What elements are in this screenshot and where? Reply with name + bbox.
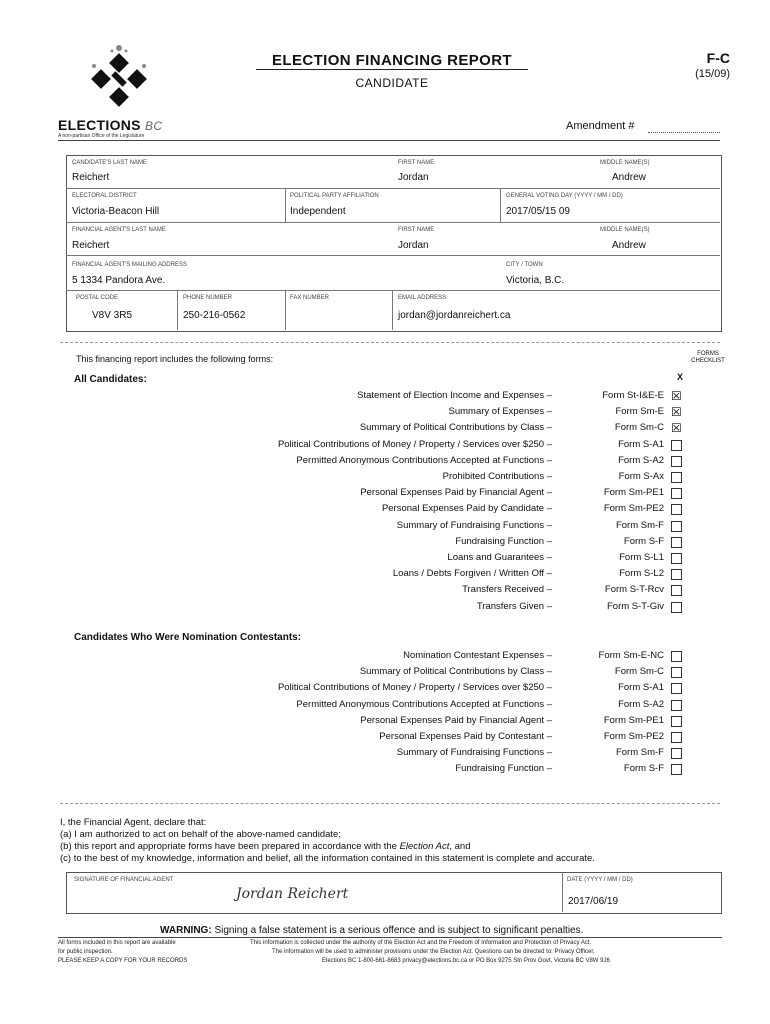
form-checkbox[interactable]: ☒: [671, 421, 682, 436]
form-checkbox[interactable]: [671, 716, 682, 727]
amendment-label: Amendment #: [566, 120, 635, 132]
form-row: [60, 455, 720, 468]
form-checkbox[interactable]: [671, 488, 682, 499]
report-subtitle: CANDIDATE: [355, 76, 429, 90]
agent-first-name-label: FIRST NAME: [398, 227, 435, 233]
grid-line: [66, 290, 720, 291]
grid-line: [66, 255, 720, 256]
form-checkbox[interactable]: [671, 440, 682, 451]
footer-left-3: PLEASE KEEP A COPY FOR YOUR RECORDS: [58, 958, 188, 964]
email[interactable]: jordan@jordanreichert.ca: [398, 310, 511, 321]
footer-divider: [58, 937, 722, 938]
declaration-c: (c) to the best of my knowledge, information and belief, all the information contained in this statement is complete and accurate.: [60, 853, 595, 864]
form-code: Form S-Ax: [618, 471, 664, 482]
form-row: [60, 390, 720, 403]
form-code: Form S-F: [623, 763, 664, 775]
form-code: Form Sm-F: [615, 519, 664, 531]
form-checkbox[interactable]: [671, 585, 682, 596]
form-code: Form S-F: [623, 535, 664, 547]
form-row: [60, 650, 720, 663]
form-code: Form St-I&E-E: [602, 390, 664, 401]
party-label: POLITICAL PARTY AFFILIATION: [290, 193, 379, 199]
form-code: Form Sm-PE2: [603, 731, 664, 742]
declaration-a: (a) I am authorized to act on behalf of the above-named candidate;: [60, 829, 341, 840]
warning: [160, 925, 583, 936]
checklist-x: X: [676, 372, 683, 382]
form-code: Form Sm-C: [614, 666, 664, 678]
form-checkbox[interactable]: [671, 537, 682, 548]
form-checkbox[interactable]: [671, 732, 682, 743]
form-row: [60, 439, 720, 452]
org-tagline: A non-partisan Office of the Legislature: [58, 133, 145, 139]
form-row: [60, 552, 720, 565]
form-code: F-C: [706, 50, 730, 66]
agent-address-label: FINANCIAL AGENT'S MAILING ADDRESS: [72, 262, 187, 268]
declaration-intro: I, the Financial Agent, declare that:: [60, 817, 207, 828]
postal-code[interactable]: V8V 3R5: [92, 310, 133, 321]
form-row: [60, 601, 720, 614]
form-code: Form Sm-PE2: [603, 503, 664, 515]
form-row: [60, 584, 720, 597]
report-title: ELECTION FINANCING REPORT: [256, 52, 528, 70]
form-description: Summary of Fundraising Functions –: [396, 747, 552, 759]
agent-middle-name[interactable]: Andrew: [612, 240, 646, 251]
form-description: Transfers Given –: [476, 600, 552, 612]
form-description: Personal Expenses Paid by Financial Agent –: [360, 714, 552, 726]
candidate-first-name-label: FIRST NAME: [398, 160, 435, 166]
date-label: DATE (YYYY / MM / DD): [567, 877, 633, 883]
forms-intro: This financing report includes the following forms:: [76, 354, 274, 364]
candidate-middle-name-label: MIDDLE NAME(S): [600, 160, 650, 166]
form-code: Form Sm-C: [614, 422, 664, 434]
agent-signature[interactable]: Jordan Reichert: [236, 886, 349, 902]
form-checkbox[interactable]: [671, 748, 682, 759]
form-description: Loans / Debts Forgiven / Written Off –: [392, 568, 552, 580]
form-row: [60, 568, 720, 581]
form-description: Summary of Fundraising Functions –: [396, 519, 552, 531]
phone-label: PHONE NUMBER: [183, 295, 233, 301]
grid-line: [285, 188, 286, 222]
grid-line: [177, 290, 178, 330]
form-description: Permitted Anonymous Contributions Accepted at Functions –: [296, 698, 552, 710]
candidate-first-name[interactable]: Jordan: [398, 172, 429, 183]
grid-line: [562, 872, 563, 912]
agent-city-label: CITY / TOWN: [506, 262, 543, 268]
nomination-contestants-heading: Candidates Who Were Nomination Contestants:: [74, 632, 302, 643]
fax-label: FAX NUMBER: [290, 295, 330, 301]
form-row: [60, 503, 720, 516]
signature-label: SIGNATURE OF FINANCIAL AGENT: [74, 877, 174, 883]
form-row: [60, 536, 720, 549]
grid-line: [500, 188, 501, 222]
form-row: [60, 406, 720, 419]
grid-line: [66, 188, 720, 189]
form-description: Summary of Political Contributions by Class –: [359, 422, 552, 434]
form-code: Form S-A2: [618, 454, 664, 466]
footer-left-2: for public inspection.: [58, 949, 113, 955]
form-description: Personal Expenses Paid by Contestant –: [379, 731, 552, 742]
form-row: [60, 747, 720, 760]
email-label: EMAIL ADDRESS: [398, 295, 447, 301]
form-checkbox[interactable]: [671, 764, 682, 775]
gvd[interactable]: 2017/05/15 09: [506, 206, 570, 217]
warning-text: Signing a false statement is a serious offence and is subject to significant penalties.: [214, 925, 584, 936]
footer-left-1: All forms included in this report are available: [58, 940, 176, 946]
form-description: Fundraising Function –: [455, 763, 552, 775]
form-code: Form Sm-E: [615, 406, 664, 418]
party[interactable]: Independent: [290, 206, 346, 217]
footer-mid-2: The information will be used to administer provisions under the Election Act. Questions can be directed to: Privacy Officer,: [272, 949, 595, 955]
form-checkbox[interactable]: [671, 569, 682, 580]
form-checkbox[interactable]: [671, 553, 682, 564]
section-divider: [60, 803, 720, 804]
form-code: Form S-T-Giv: [607, 600, 664, 612]
form-code: Form Sm-E-NC: [598, 650, 664, 661]
form-code: Form S-L2: [619, 568, 664, 580]
form-row: [60, 715, 720, 728]
form-description: Summary of Political Contributions by Class –: [359, 666, 552, 678]
form-row: [60, 763, 720, 776]
form-description: Summary of Expenses –: [448, 406, 552, 418]
candidate-last-name[interactable]: Reichert: [72, 172, 110, 183]
header-divider: [58, 140, 720, 141]
form-checkbox[interactable]: [671, 504, 682, 515]
form-code: Form S-A1: [618, 438, 664, 450]
form-version: (15/09): [695, 68, 730, 80]
form-checkbox[interactable]: [671, 683, 682, 694]
section-divider: [60, 342, 720, 343]
form-checkbox[interactable]: [671, 667, 682, 678]
form-description: Personal Expenses Paid by Candidate –: [381, 503, 552, 515]
footer-mid-3: Elections BC 1-800-661-8683 privacy@elections.bc.ca or PO Box 9275 Stn Prov Govt, Victoria BC V8W 9J6: [322, 958, 610, 964]
grid-line: [66, 222, 720, 223]
form-checkbox[interactable]: [671, 651, 682, 662]
agent-last-name[interactable]: Reichert: [72, 240, 110, 251]
agent-address[interactable]: 5 1334 Pandora Ave.: [72, 275, 166, 286]
form-checkbox[interactable]: [671, 700, 682, 711]
form-description: Prohibited Contributions –: [442, 471, 552, 482]
form-row: [60, 682, 720, 695]
form-description: Transfers Received –: [462, 584, 552, 596]
form-code: Form Sm-PE1: [603, 714, 664, 726]
form-description: Fundraising Function –: [455, 535, 552, 547]
checklist-header: FORMS CHECKLIST: [691, 351, 725, 364]
form-code: Form Sm-PE1: [603, 487, 664, 499]
grid-line: [392, 290, 393, 330]
elections-bc-logo: [82, 42, 156, 120]
gvd-label: GENERAL VOTING DAY (YYYY / MM / DD): [506, 193, 623, 199]
form-checkbox[interactable]: [671, 456, 682, 467]
district-label: ELECTORAL DISTRICT: [72, 193, 137, 199]
form-row: [60, 666, 720, 679]
agent-city[interactable]: Victoria, B.C.: [506, 275, 565, 286]
form-row: [60, 471, 720, 484]
signature-date[interactable]: 2017/06/19: [568, 896, 619, 907]
form-description: Political Contributions of Money / Property / Services over $250 –: [277, 438, 552, 450]
form-code: Form S-T-Rcv: [604, 584, 664, 596]
org-name: ELECTIONS BC: [58, 117, 163, 133]
form-checkbox[interactable]: [671, 472, 682, 483]
form-description: Statement of Election Income and Expenses –: [357, 390, 552, 401]
footer-mid-1: This information is collected under the authority of the Election Act and the Freedom of Information and Protection of Privacy Act.: [250, 940, 592, 946]
form-code: Form S-A1: [618, 682, 664, 694]
form-description: Personal Expenses Paid by Financial Agent –: [360, 487, 552, 499]
form-description: Permitted Anonymous Contributions Accepted at Functions –: [296, 454, 552, 466]
declaration-b: (b) this report and appropriate forms have been prepared in accordance with the Election Act, and: [60, 841, 471, 852]
all-candidates-heading: All Candidates:: [74, 374, 147, 385]
form-row: [60, 422, 720, 435]
form-description: Political Contributions of Money / Property / Services over $250 –: [277, 682, 552, 694]
form-description: Nomination Contestant Expenses –: [403, 650, 552, 661]
agent-middle-name-label: MIDDLE NAME(S): [600, 227, 650, 233]
form-row: [60, 520, 720, 533]
form-row: [60, 487, 720, 500]
form-code: Form Sm-F: [615, 747, 664, 759]
form-code: Form S-L1: [619, 552, 664, 563]
form-row: [60, 731, 720, 744]
amendment-field[interactable]: [648, 132, 720, 133]
form-checkbox[interactable]: [671, 521, 682, 532]
form-checkbox[interactable]: ☒: [671, 405, 682, 420]
postal-label: POSTAL CODE: [76, 295, 119, 301]
candidate-last-name-label: CANDIDATE'S LAST NAME: [72, 160, 147, 166]
candidate-middle-name[interactable]: Andrew: [612, 172, 646, 183]
form-code: Form S-A2: [618, 698, 664, 710]
form-row: [60, 699, 720, 712]
form-checkbox[interactable]: [671, 602, 682, 613]
form-checkbox[interactable]: ☒: [671, 389, 682, 403]
agent-first-name[interactable]: Jordan: [398, 240, 429, 251]
district[interactable]: Victoria-Beacon Hill: [72, 206, 160, 217]
warning-label: WARNING:: [160, 925, 212, 936]
phone[interactable]: 250-216-0562: [183, 310, 246, 321]
form-description: Loans and Guarantees –: [447, 552, 552, 563]
grid-line: [285, 290, 286, 330]
agent-last-name-label: FINANCIAL AGENT'S LAST NAME: [72, 227, 166, 233]
